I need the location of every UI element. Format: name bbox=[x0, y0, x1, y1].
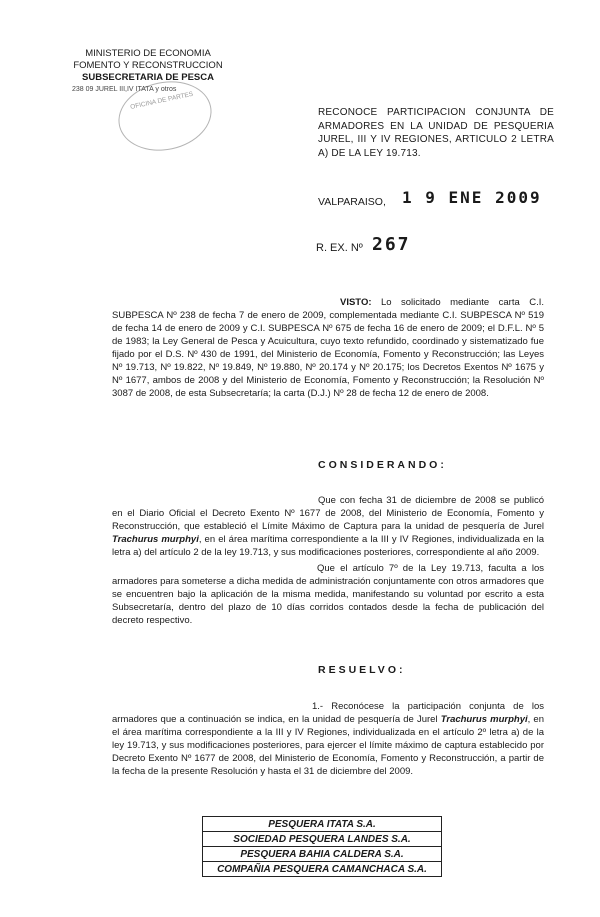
visto-paragraph bbox=[112, 296, 544, 400]
resuelvo-paragraph-1 bbox=[112, 700, 544, 778]
resuelvo-1-text: 1.- Reconócese la participación conjunta de los armadores que a continuación se indica, en la unidad de pesquería de Jurel bbox=[112, 701, 544, 725]
considerando-1-text-end: , en el área marítima correspondiente a la III y IV Regiones, individualizada en la letra a) del artículo 2 de la ley 19.713, y sus modificaciones posteriores, correspondiente al año 2009. bbox=[112, 534, 544, 558]
armadores-table bbox=[202, 816, 442, 877]
species-name: Trachurus murphyi bbox=[112, 534, 199, 545]
ministry-subtitle: FOMENTO Y RECONSTRUCCION bbox=[73, 60, 223, 71]
species-name-2: Trachurus murphyi bbox=[440, 714, 528, 725]
considerando-heading: CONSIDERANDO: bbox=[318, 459, 447, 471]
resuelvo-1-text-end: , en el área marítima correspondiente a la III y IV Regiones, individualizada en el artículo 2º letra a) de la ley 19.713, y sus modificaciones posteriores, para ejercer el límite máximo de captura establecido por Decreto Exento Nº 1677 de 2008, del Ministerio de Economía, Fomento y Reconstrucción, a partir de la fecha de la presente Resolución y hasta el 31 de diciembre del 2009. bbox=[112, 714, 544, 777]
visto-text: Lo solicitado mediante carta C.I. SUBPESCA Nº 238 de fecha 7 de enero de 2009, complementada mediante C.I. SUBPESCA Nº 519 de fecha 14 de enero de 2009 y C.I. SUBPESCA Nº 675 de fecha 16 de enero de 2009; el D.F.L. Nº 5 de 1983; la Ley General de Pesca y Acuicultura, cuyo texto refundido, coordinado y sistematizado fue fijado por el D.S. Nº 430 de 1991, del Ministerio de Economía, Fomento y Reconstrucción; las Leyes Nº 19.713, Nº 19.822, Nº 19.849, Nº 19.880, Nº 20.174 y Nº 20.175; los Decretos Exentos Nº 1675 y Nº 1677, ambos de 2008 y del Ministerio de Economía, Fomento y Reconstrucción; la Resolución Nº 3087 de 2008, de esta Subsecretaría; la carta (D.J.) Nº 28 de fecha 12 de enero de 2008. bbox=[112, 297, 544, 399]
ministry-name: MINISTERIO DE ECONOMIA bbox=[85, 48, 211, 59]
armador-row: PESQUERA ITATA S.A. bbox=[203, 817, 442, 832]
reference-code: 238 09 JUREL III,IV ITATA y otros bbox=[72, 86, 177, 93]
considerando-1-text: Que con fecha 31 de diciembre de 2008 se publicó en el Diario Oficial el Decreto Exento Nº 1677 de 2008, del Ministerio de Economía, Fomento y Reconstrucción, que estableció el Límite Máximo de Captura para la unidad de pesquería de Jurel bbox=[112, 495, 544, 532]
resolution-number: 267 bbox=[372, 234, 411, 255]
date-stamp: 1 9 ENE 2009 bbox=[402, 188, 542, 207]
considerando-paragraph-2 bbox=[112, 562, 544, 627]
armador-row: SOCIEDAD PESQUERA LANDES S.A. bbox=[203, 832, 442, 847]
considerando-paragraph-1 bbox=[112, 494, 544, 559]
visto-label: VISTO: bbox=[340, 297, 372, 308]
city-label: VALPARAISO, bbox=[318, 196, 386, 208]
ministry-header bbox=[64, 48, 232, 84]
armador-row: COMPAÑIA PESQUERA CAMANCHACA S.A. bbox=[203, 862, 442, 877]
resolution-title: RECONOCE PARTICIPACION CONJUNTA DE ARMADORES EN LA UNIDAD DE PESQUERIA JUREL, III Y IV REGIONES, ARTICULO 2 LETRA A) DE LA LEY 19.713. bbox=[318, 107, 554, 159]
considerando-2-text: Que el artículo 7º de la Ley 19.713, faculta a los armadores para someterse a dicha medida de administración conjuntamente con otros armadores que se encuentren bajo la aplicación de la misma medida, manifestando su voluntad por escrito a esta Subsecretaría, dentro del plazo de 10 días corridos contados desde la fecha de publicación del decreto respectivo. bbox=[112, 563, 544, 626]
resuelvo-heading: RESUELVO: bbox=[318, 664, 406, 676]
resolution-label: R. EX. Nº bbox=[316, 242, 363, 254]
subsecretaria-name: SUBSECRETARIA DE PESCA bbox=[82, 72, 214, 83]
stamp-text: OFICINA DE PARTES bbox=[129, 90, 194, 111]
armador-row: PESQUERA BAHIA CALDERA S.A. bbox=[203, 847, 442, 862]
